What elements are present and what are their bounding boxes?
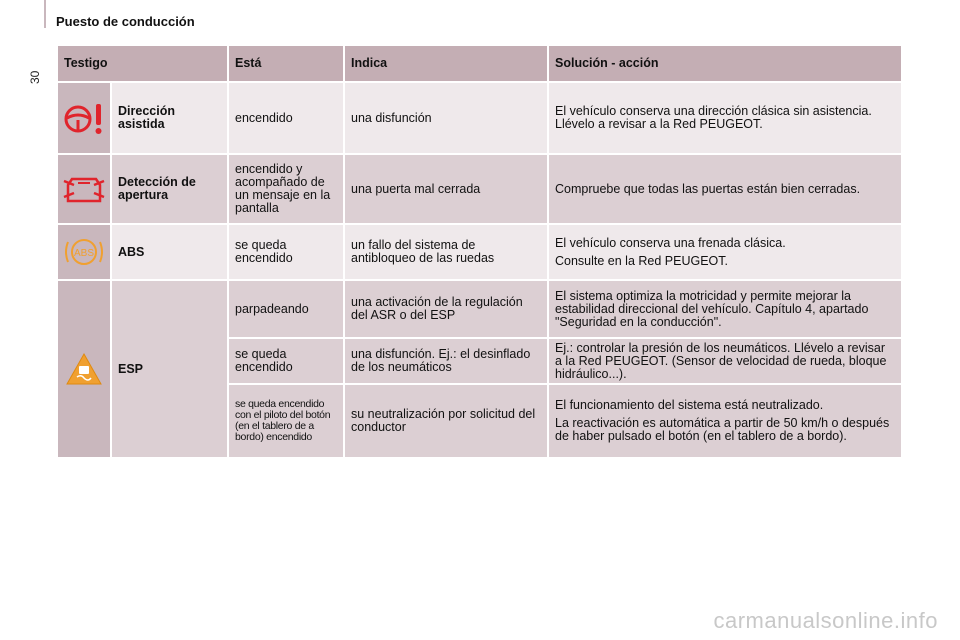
row-name: Detección de apertura — [112, 155, 227, 223]
row-state: se queda encendido con el piloto del botón (en el tablero de a bordo) encendido — [229, 385, 343, 457]
abs-icon — [58, 225, 110, 279]
row-solution: El vehículo conserva una dirección clásica sin asistencia. Llévelo a revisar a la Red PEUGEOT. — [549, 83, 901, 153]
row-indicates: una activación de la regulación del ASR o del ESP — [345, 281, 547, 337]
door-open-icon — [58, 155, 110, 223]
header-esta: Está — [229, 46, 343, 81]
table-header-row — [58, 46, 901, 81]
row-state: se queda encendido — [229, 225, 343, 279]
header-solucion: Solución - acción — [549, 46, 901, 81]
row-indicates: una puerta mal cerrada — [345, 155, 547, 223]
row-solution: El vehículo conserva una frenada clásica. Consulte en la Red PEUGEOT. — [549, 225, 901, 279]
row-indicates: una disfunción. Ej.: el desinflado de los neumáticos — [345, 339, 547, 383]
header-indica: Indica — [345, 46, 547, 81]
row-indicates: un fallo del sistema de antibloqueo de las ruedas — [345, 225, 547, 279]
row-solution: Ej.: controlar la presión de los neumáticos. Llévelo a revisar a la Red PEUGEOT. (Sensor de velocidad de rueda, bloque hidráulico...). — [549, 339, 901, 383]
row-solution: El funcionamiento del sistema está neutralizado. La reactivación es automática a partir de 50 km/h o después de haber pulsado el botón (en el tablero de a bordo). — [549, 385, 901, 457]
row-name: ABS — [112, 225, 227, 279]
row-state: encendido — [229, 83, 343, 153]
watermark: carmanualsonline.info — [713, 608, 938, 633]
table-row — [58, 155, 901, 223]
row-indicates: una disfunción — [345, 83, 547, 153]
row-state: encendido y acompañado de un mensaje en la pantalla — [229, 155, 343, 223]
section-title: Puesto de conducción — [56, 14, 195, 29]
page-number: 30 — [28, 70, 42, 84]
row-solution: El sistema optimiza la motricidad y permite mejorar la estabilidad direccional del vehículo. Capítulo 4, apartado "Seguridad en la conducción". — [549, 281, 901, 337]
side-rule — [44, 0, 46, 28]
header-testigo: Testigo — [58, 46, 227, 81]
table-row — [58, 225, 901, 279]
row-state: parpadeando — [229, 281, 343, 337]
esp-icon — [58, 281, 110, 457]
table-row — [58, 281, 901, 337]
table-row — [58, 83, 901, 153]
steering-warning-icon — [58, 83, 110, 153]
svg-text:ABS: ABS — [73, 248, 95, 259]
row-indicates: su neutralización por solicitud del conductor — [345, 385, 547, 457]
row-solution: Compruebe que todas las puertas están bien cerradas. — [549, 155, 901, 223]
row-name: Dirección asistida — [112, 83, 227, 153]
row-name: ESP — [112, 281, 227, 457]
row-state: se queda encendido — [229, 339, 343, 383]
warning-lights-table — [56, 44, 903, 459]
